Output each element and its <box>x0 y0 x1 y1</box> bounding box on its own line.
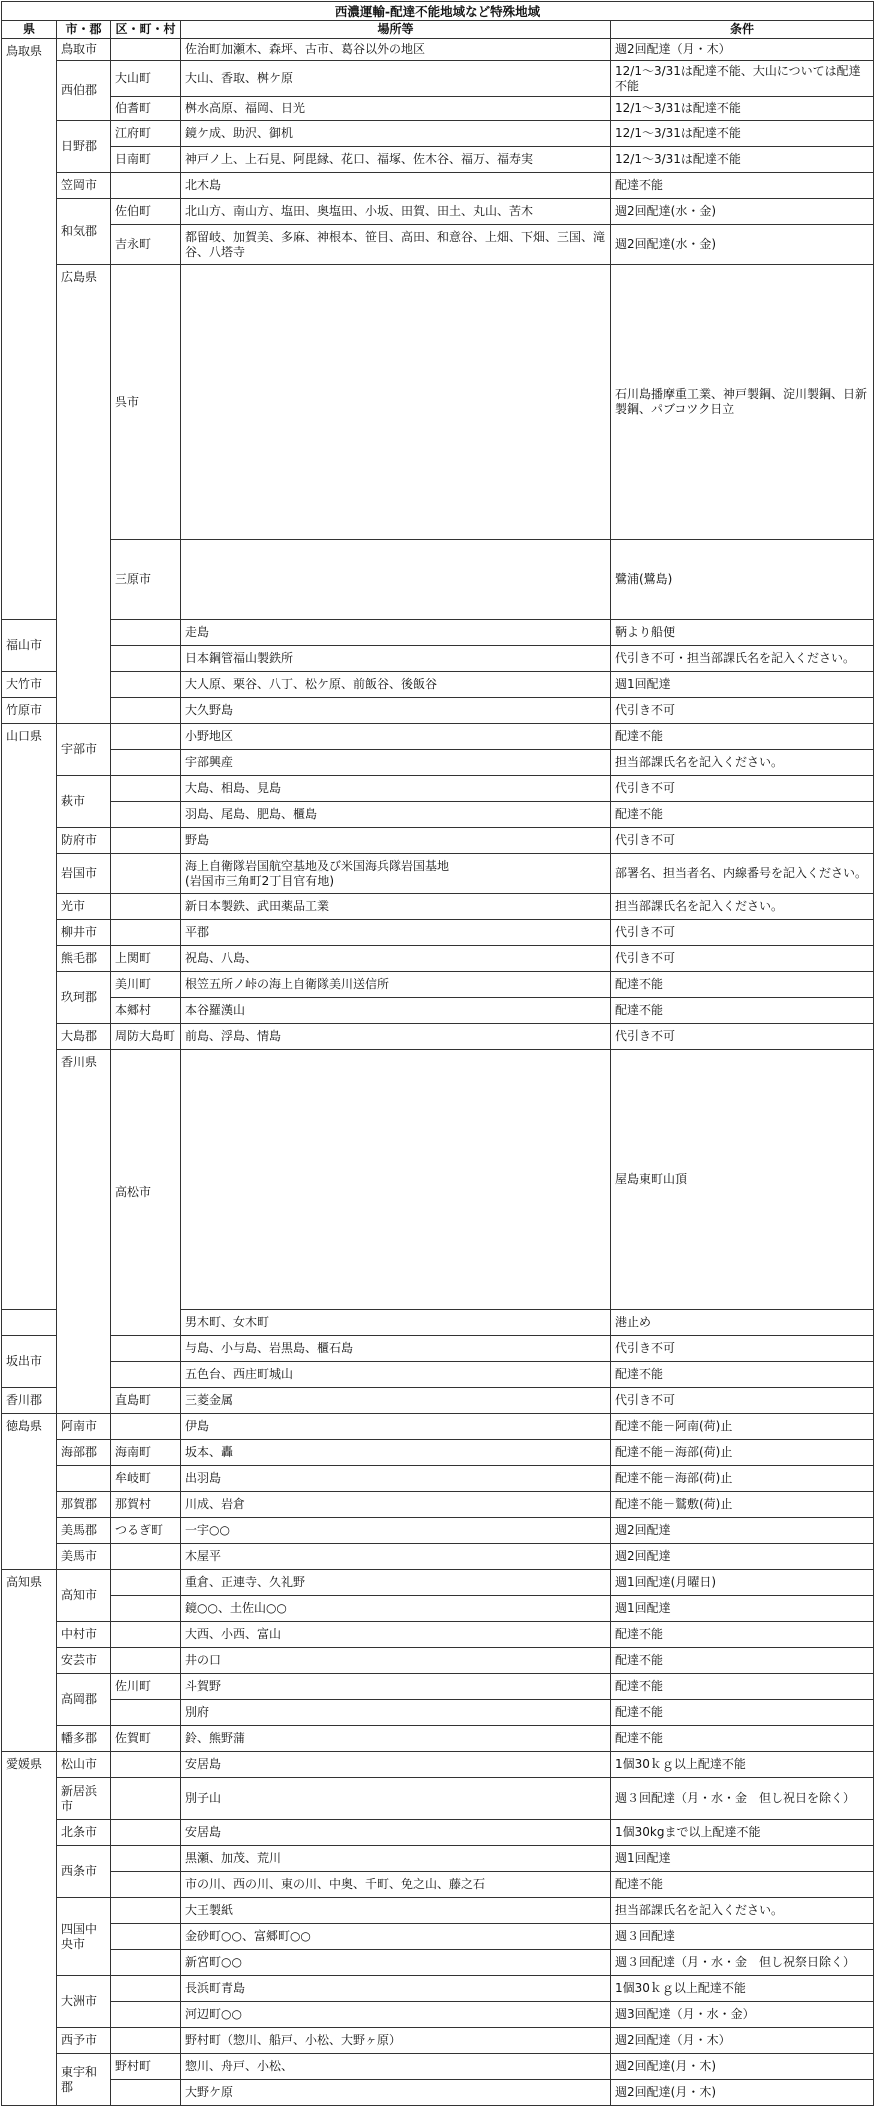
table-row <box>2 620 874 646</box>
location-cell: 長浜町青島 <box>181 1976 611 2002</box>
table-row <box>2 1570 874 1596</box>
table-row <box>2 147 874 173</box>
location-cell: 惣川、舟戸、小松、 <box>181 2054 611 2080</box>
table-row <box>2 2028 874 2054</box>
condition-cell: 港止め <box>611 1310 874 1336</box>
header-city-district: 市・郡 <box>57 21 111 39</box>
condition-cell: 配達不能 <box>611 1362 874 1388</box>
city-cell: 和気郡 <box>57 199 111 265</box>
town-cell <box>111 1414 181 1440</box>
town-cell <box>111 1898 181 1924</box>
city-cell: 笠岡市 <box>57 173 111 199</box>
city-cell: 熊毛郡 <box>57 946 111 972</box>
location-cell: 都留岐、加賀美、多麻、神根本、笹目、高田、和意谷、上畑、下畑、三国、滝谷、八塔寺 <box>181 225 611 265</box>
location-cell: 新日本製鉄、武田薬品工業 <box>181 894 611 920</box>
town-cell <box>111 646 181 672</box>
prefecture-cell: 鳥取県 <box>2 39 57 620</box>
table-row <box>2 1024 874 1050</box>
prefecture-cell: 山口県 <box>2 724 57 1310</box>
town-cell <box>111 1950 181 1976</box>
town-cell <box>181 265 611 540</box>
location-cell: 坂本、轟 <box>181 1440 611 1466</box>
town-cell: 野村町 <box>111 2054 181 2080</box>
location-cell: 佐治町加瀬木、森坪、古市、葛谷以外の地区 <box>181 39 611 61</box>
city-cell: 光市 <box>57 894 111 920</box>
table-row <box>2 672 874 698</box>
table-row <box>2 1414 874 1440</box>
title-row <box>2 2 874 21</box>
town-cell: 那賀村 <box>111 1492 181 1518</box>
condition-cell: 担当部課氏名を記入ください。 <box>611 750 874 776</box>
location-cell: 井の口 <box>181 1648 611 1674</box>
location-cell: 市の川、西の川、東の川、中奥、千町、免之山、藤之石 <box>181 1872 611 1898</box>
condition-cell: 週2回配達(月・木) <box>611 2080 874 2106</box>
condition-cell: 配達不能 <box>611 1726 874 1752</box>
town-cell <box>111 1976 181 2002</box>
table-row <box>2 2054 874 2080</box>
location-cell: 安居島 <box>181 1752 611 1778</box>
city-cell: 萩市 <box>57 776 111 828</box>
location-cell: 野島 <box>181 828 611 854</box>
location-cell: 男木町、女木町 <box>181 1310 611 1336</box>
condition-cell: 代引き不可 <box>611 698 874 724</box>
condition-cell: 週2回配達 <box>611 1544 874 1570</box>
condition-cell: 週2回配達(水・金) <box>611 199 874 225</box>
table-title: 西濃運輸-配達不能地域など特殊地域 <box>2 2 874 21</box>
town-cell <box>111 776 181 802</box>
table-body <box>2 39 874 2106</box>
condition-cell: 配達不能 <box>611 802 874 828</box>
town-cell: 佐川町 <box>111 1674 181 1700</box>
city-cell: 幡多郡 <box>57 1726 111 1752</box>
town-cell <box>111 1700 181 1726</box>
table-row <box>2 1050 874 1310</box>
header-location: 場所等 <box>181 21 611 39</box>
table-row <box>2 1544 874 1570</box>
location-cell: 大山、香取、桝ケ原 <box>181 61 611 97</box>
location-cell: 前島、浮島、情島 <box>181 1024 611 1050</box>
city-cell: 西伯郡 <box>57 61 111 121</box>
town-cell <box>111 854 181 894</box>
town-cell <box>111 724 181 750</box>
city-cell: 防府市 <box>57 828 111 854</box>
prefecture-cell: 徳島県 <box>2 1414 57 1570</box>
table-row <box>2 173 874 199</box>
city-cell: 阿南市 <box>57 1414 111 1440</box>
condition-cell: 担当部課氏名を記入ください。 <box>611 1898 874 1924</box>
condition-cell: 週3回配達（月・水・金） <box>611 2002 874 2028</box>
city-cell: 東宇和郡 <box>57 2054 111 2106</box>
table-row <box>2 1648 874 1674</box>
table-row <box>2 2080 874 2106</box>
condition-cell: 12/1～3/31は配達不能、大山については配達不能 <box>611 61 874 97</box>
city-cell: 高松市 <box>111 1050 181 1336</box>
town-cell <box>111 2002 181 2028</box>
town-cell: 直島町 <box>111 1388 181 1414</box>
location-cell: 重倉、正連寺、久礼野 <box>181 1570 611 1596</box>
table-row <box>2 1440 874 1466</box>
table-row <box>2 750 874 776</box>
location-cell: 本谷羅漢山 <box>181 998 611 1024</box>
town-cell <box>111 1336 181 1362</box>
city-cell: 美馬市 <box>57 1544 111 1570</box>
town-cell: 大山町 <box>111 61 181 97</box>
table-row <box>2 199 874 225</box>
table-row <box>2 97 874 121</box>
location-cell: 一宇○○ <box>181 1518 611 1544</box>
condition-cell: 配達不能－海部(荷)止 <box>611 1466 874 1492</box>
location-cell: 大西、小西、富山 <box>181 1622 611 1648</box>
town-cell <box>111 920 181 946</box>
city-cell: 松山市 <box>57 1752 111 1778</box>
condition-cell: 代引き不可 <box>611 828 874 854</box>
table-row <box>2 776 874 802</box>
condition-cell: 配達不能 <box>611 1648 874 1674</box>
condition-cell: 週2回配達（月・木） <box>611 39 874 61</box>
city-cell: 美馬郡 <box>57 1518 111 1544</box>
town-cell <box>111 1622 181 1648</box>
town-cell <box>111 1846 181 1872</box>
town-cell: 日南町 <box>111 147 181 173</box>
table-row <box>2 1336 874 1362</box>
town-cell <box>111 802 181 828</box>
table-row <box>2 894 874 920</box>
location-cell: 鷺浦(鷺島) <box>611 540 874 620</box>
town-cell <box>111 1570 181 1596</box>
header-row <box>2 21 874 39</box>
town-cell <box>111 1872 181 1898</box>
condition-cell: 週1回配達 <box>611 1596 874 1622</box>
city-cell: 那賀郡 <box>57 1492 111 1518</box>
condition-cell: 代引き不可 <box>611 946 874 972</box>
condition-cell: 担当部課氏名を記入ください。 <box>611 894 874 920</box>
town-cell <box>111 672 181 698</box>
town-cell: 周防大島町 <box>111 1024 181 1050</box>
location-cell: 与島、小与島、岩黒島、櫃石島 <box>181 1336 611 1362</box>
city-cell: 玖珂郡 <box>57 972 111 1024</box>
table-row <box>2 946 874 972</box>
table-row <box>2 854 874 894</box>
location-cell: 伊島 <box>181 1414 611 1440</box>
location-cell: 鈴、熊野蒲 <box>181 1726 611 1752</box>
city-cell: 鳥取市 <box>57 39 111 61</box>
condition-cell: 週1回配達 <box>611 1846 874 1872</box>
location-cell: 五色台、西庄町城山 <box>181 1362 611 1388</box>
city-cell: 大竹市 <box>2 672 57 698</box>
prefecture-cell: 高知県 <box>2 1570 57 1752</box>
city-cell: 安芸市 <box>57 1648 111 1674</box>
location-cell: 大人原、栗谷、八丁、松ケ原、前飯谷、後飯谷 <box>181 672 611 698</box>
table-row <box>2 1622 874 1648</box>
city-cell: 大島郡 <box>57 1024 111 1050</box>
location-cell: 野村町（惣川、船戸、小松、大野ヶ原） <box>181 2028 611 2054</box>
condition-cell: 代引き不可 <box>611 1388 874 1414</box>
location-cell: 大野ケ原 <box>181 2080 611 2106</box>
table-row <box>2 1976 874 2002</box>
table-row <box>2 724 874 750</box>
location-cell: 別府 <box>181 1700 611 1726</box>
location-cell: 大王製紙 <box>181 1898 611 1924</box>
table-row <box>2 698 874 724</box>
town-cell <box>181 540 611 620</box>
condition-cell: 1個30ｋｇ以上配達不能 <box>611 1752 874 1778</box>
condition-cell: 週３回配達（月・水・金 但し祝祭日除く） <box>611 1950 874 1976</box>
location-cell: 鏡○○、土佐山○○ <box>181 1596 611 1622</box>
town-cell <box>111 698 181 724</box>
table-row <box>2 646 874 672</box>
table-row <box>2 1700 874 1726</box>
table-row <box>2 1466 874 1492</box>
town-cell <box>111 620 181 646</box>
town-cell <box>111 39 181 61</box>
condition-cell: 配達不能 <box>611 972 874 998</box>
city-cell: 北条市 <box>57 1820 111 1846</box>
condition-cell: 代引き不可・担当部課氏名を記入ください。 <box>611 646 874 672</box>
header-condition: 条件 <box>611 21 874 39</box>
table-row <box>2 2002 874 2028</box>
location-cell: 大島、相島、見島 <box>181 776 611 802</box>
city-cell: 四国中央市 <box>57 1898 111 1976</box>
table-row <box>2 121 874 147</box>
prefecture-cell: 広島県 <box>57 265 111 724</box>
table-row <box>2 828 874 854</box>
city-cell: 大洲市 <box>57 1976 111 2028</box>
table-row <box>2 920 874 946</box>
location-cell: 屋島東町山頂 <box>611 1050 874 1310</box>
condition-cell: 1個30ｋｇ以上配達不能 <box>611 1976 874 2002</box>
table-row <box>2 1752 874 1778</box>
town-cell: 伯耆町 <box>111 97 181 121</box>
location-cell: 平郡 <box>181 920 611 946</box>
special-areas-table <box>1 1 874 2106</box>
location-cell: 出羽島 <box>181 1466 611 1492</box>
city-cell: 岩国市 <box>57 854 111 894</box>
city-cell <box>57 1466 111 1492</box>
condition-cell: 配達不能 <box>611 724 874 750</box>
town-cell <box>2 1310 57 1336</box>
town-cell: 上関町 <box>111 946 181 972</box>
condition-cell: 部署名、担当者名、内線番号を記入ください。 <box>611 854 874 894</box>
town-cell <box>111 1648 181 1674</box>
town-cell: 牟岐町 <box>111 1466 181 1492</box>
town-cell <box>111 1752 181 1778</box>
condition-cell: 1個30kgまで以上配達不能 <box>611 1820 874 1846</box>
location-cell: 宇部興産 <box>181 750 611 776</box>
location-cell: 日本鋼管福山製鉄所 <box>181 646 611 672</box>
city-cell: 中村市 <box>57 1622 111 1648</box>
location-cell: 北山方、南山方、塩田、奥塩田、小坂、田賀、田土、丸山、苦木 <box>181 199 611 225</box>
condition-cell: 週2回配達(水・金) <box>611 225 874 265</box>
city-cell: 宇部市 <box>57 724 111 776</box>
table-row <box>2 802 874 828</box>
city-cell: 新居浜市 <box>57 1778 111 1820</box>
location-cell: 黒瀬、加茂、荒川 <box>181 1846 611 1872</box>
condition-cell: 代引き不可 <box>611 1024 874 1050</box>
city-cell: 竹原市 <box>2 698 57 724</box>
table-row <box>2 1820 874 1846</box>
city-cell: 海部郡 <box>57 1440 111 1466</box>
location-cell: 小野地区 <box>181 724 611 750</box>
table-row <box>2 1846 874 1872</box>
table-row <box>2 225 874 265</box>
town-cell <box>111 2080 181 2106</box>
location-cell: 根笠五所ノ峠の海上自衛隊美川送信所 <box>181 972 611 998</box>
table-row <box>2 1924 874 1950</box>
condition-cell: 代引き不可 <box>611 1336 874 1362</box>
condition-cell: 配達不能 <box>611 173 874 199</box>
condition-cell: 配達不能－阿南(荷)止 <box>611 1414 874 1440</box>
condition-cell: 配達不能 <box>611 1674 874 1700</box>
condition-cell: 配達不能－海部(荷)止 <box>611 1440 874 1466</box>
location-cell: 祝島、八島、 <box>181 946 611 972</box>
table-row <box>2 1950 874 1976</box>
table-row <box>2 1596 874 1622</box>
header-prefecture: 県 <box>2 21 57 39</box>
town-cell <box>111 750 181 776</box>
town-cell: 美川町 <box>111 972 181 998</box>
city-cell: 高岡郡 <box>57 1674 111 1726</box>
table-row <box>2 1518 874 1544</box>
condition-cell: 配達不能 <box>611 998 874 1024</box>
town-cell <box>111 1596 181 1622</box>
condition-cell: 週３回配達 <box>611 1924 874 1950</box>
town-cell <box>111 1362 181 1388</box>
town-cell <box>111 1778 181 1820</box>
table-row <box>2 540 874 620</box>
town-cell: つるぎ町 <box>111 1518 181 1544</box>
town-cell <box>111 173 181 199</box>
condition-cell: 週1回配達(月曜日) <box>611 1570 874 1596</box>
town-cell: 江府町 <box>111 121 181 147</box>
location-cell: 新宮町○○ <box>181 1950 611 1976</box>
table-row <box>2 1726 874 1752</box>
city-cell: 坂出市 <box>2 1336 57 1388</box>
condition-cell: 週2回配達(月・木) <box>611 2054 874 2080</box>
condition-cell: 代引き不可 <box>611 776 874 802</box>
location-cell: 安居島 <box>181 1820 611 1846</box>
town-cell <box>181 1050 611 1310</box>
location-cell: 石川島播摩重工業、神戸製鋼、淀川製鋼、日新製鋼、パブコツク日立 <box>611 265 874 540</box>
location-cell: 神戸ノ上、上石見、阿毘縁、花口、福塚、佐木谷、福万、福寿実 <box>181 147 611 173</box>
town-cell: 本郷村 <box>111 998 181 1024</box>
city-cell: 呉市 <box>111 265 181 540</box>
location-cell: 木屋平 <box>181 1544 611 1570</box>
table-row <box>2 1898 874 1924</box>
town-cell: 海南町 <box>111 1440 181 1466</box>
table-row <box>2 61 874 97</box>
condition-cell: 12/1～3/31は配達不能 <box>611 97 874 121</box>
prefecture-cell: 愛媛県 <box>2 1752 57 2106</box>
city-cell: 三原市 <box>111 540 181 620</box>
town-cell <box>111 1544 181 1570</box>
town-cell <box>111 828 181 854</box>
location-cell: 別子山 <box>181 1778 611 1820</box>
condition-cell: 12/1～3/31は配達不能 <box>611 121 874 147</box>
condition-cell: 配達不能 <box>611 1700 874 1726</box>
header-ward-town-village: 区・町・村 <box>111 21 181 39</box>
condition-cell: 週1回配達 <box>611 672 874 698</box>
city-cell: 西条市 <box>57 1846 111 1898</box>
town-cell <box>111 1924 181 1950</box>
location-cell: 桝水高原、福岡、日光 <box>181 97 611 121</box>
condition-cell: 週３回配達（月・水・金 但し祝日を除く） <box>611 1778 874 1820</box>
location-cell: 大久野島 <box>181 698 611 724</box>
table-row <box>2 1492 874 1518</box>
condition-cell: 配達不能 <box>611 1872 874 1898</box>
city-cell: 日野郡 <box>57 121 111 173</box>
condition-cell: 週2回配達 <box>611 1518 874 1544</box>
city-cell: 高知市 <box>57 1570 111 1622</box>
condition-cell: 鞆より船便 <box>611 620 874 646</box>
condition-cell: 週2回配達（月・木） <box>611 2028 874 2054</box>
town-cell: 吉永町 <box>111 225 181 265</box>
table-row <box>2 1872 874 1898</box>
condition-cell: 配達不能 <box>611 1622 874 1648</box>
condition-cell: 12/1～3/31は配達不能 <box>611 147 874 173</box>
table-row <box>2 1388 874 1414</box>
table-row <box>2 1778 874 1820</box>
city-cell: 柳井市 <box>57 920 111 946</box>
location-cell: 走島 <box>181 620 611 646</box>
table-row <box>2 1362 874 1388</box>
town-cell: 佐賀町 <box>111 1726 181 1752</box>
city-cell: 福山市 <box>2 620 57 672</box>
condition-cell: 配達不能－鷲敷(荷)止 <box>611 1492 874 1518</box>
prefecture-cell: 香川県 <box>57 1050 111 1414</box>
condition-cell: 代引き不可 <box>611 920 874 946</box>
town-cell: 佐伯町 <box>111 199 181 225</box>
town-cell <box>111 2028 181 2054</box>
location-cell: 三菱金属 <box>181 1388 611 1414</box>
location-cell: 海上自衛隊岩国航空基地及び米国海兵隊岩国基地 (岩国市三角町2丁目官有地) <box>181 854 611 894</box>
table-row <box>2 39 874 61</box>
table-row <box>2 998 874 1024</box>
location-cell: 斗賀野 <box>181 1674 611 1700</box>
city-cell: 香川郡 <box>2 1388 57 1414</box>
table-row <box>2 265 874 540</box>
town-cell <box>111 1820 181 1846</box>
location-cell: 羽島、尾島、肥島、櫃島 <box>181 802 611 828</box>
location-cell: 金砂町○○、富郷町○○ <box>181 1924 611 1950</box>
location-cell: 北木島 <box>181 173 611 199</box>
town-cell <box>111 894 181 920</box>
table-row <box>2 1674 874 1700</box>
location-cell: 河辺町○○ <box>181 2002 611 2028</box>
location-cell: 鏡ケ成、助沢、御机 <box>181 121 611 147</box>
location-cell: 川成、岩倉 <box>181 1492 611 1518</box>
table-row <box>2 972 874 998</box>
city-cell: 西予市 <box>57 2028 111 2054</box>
